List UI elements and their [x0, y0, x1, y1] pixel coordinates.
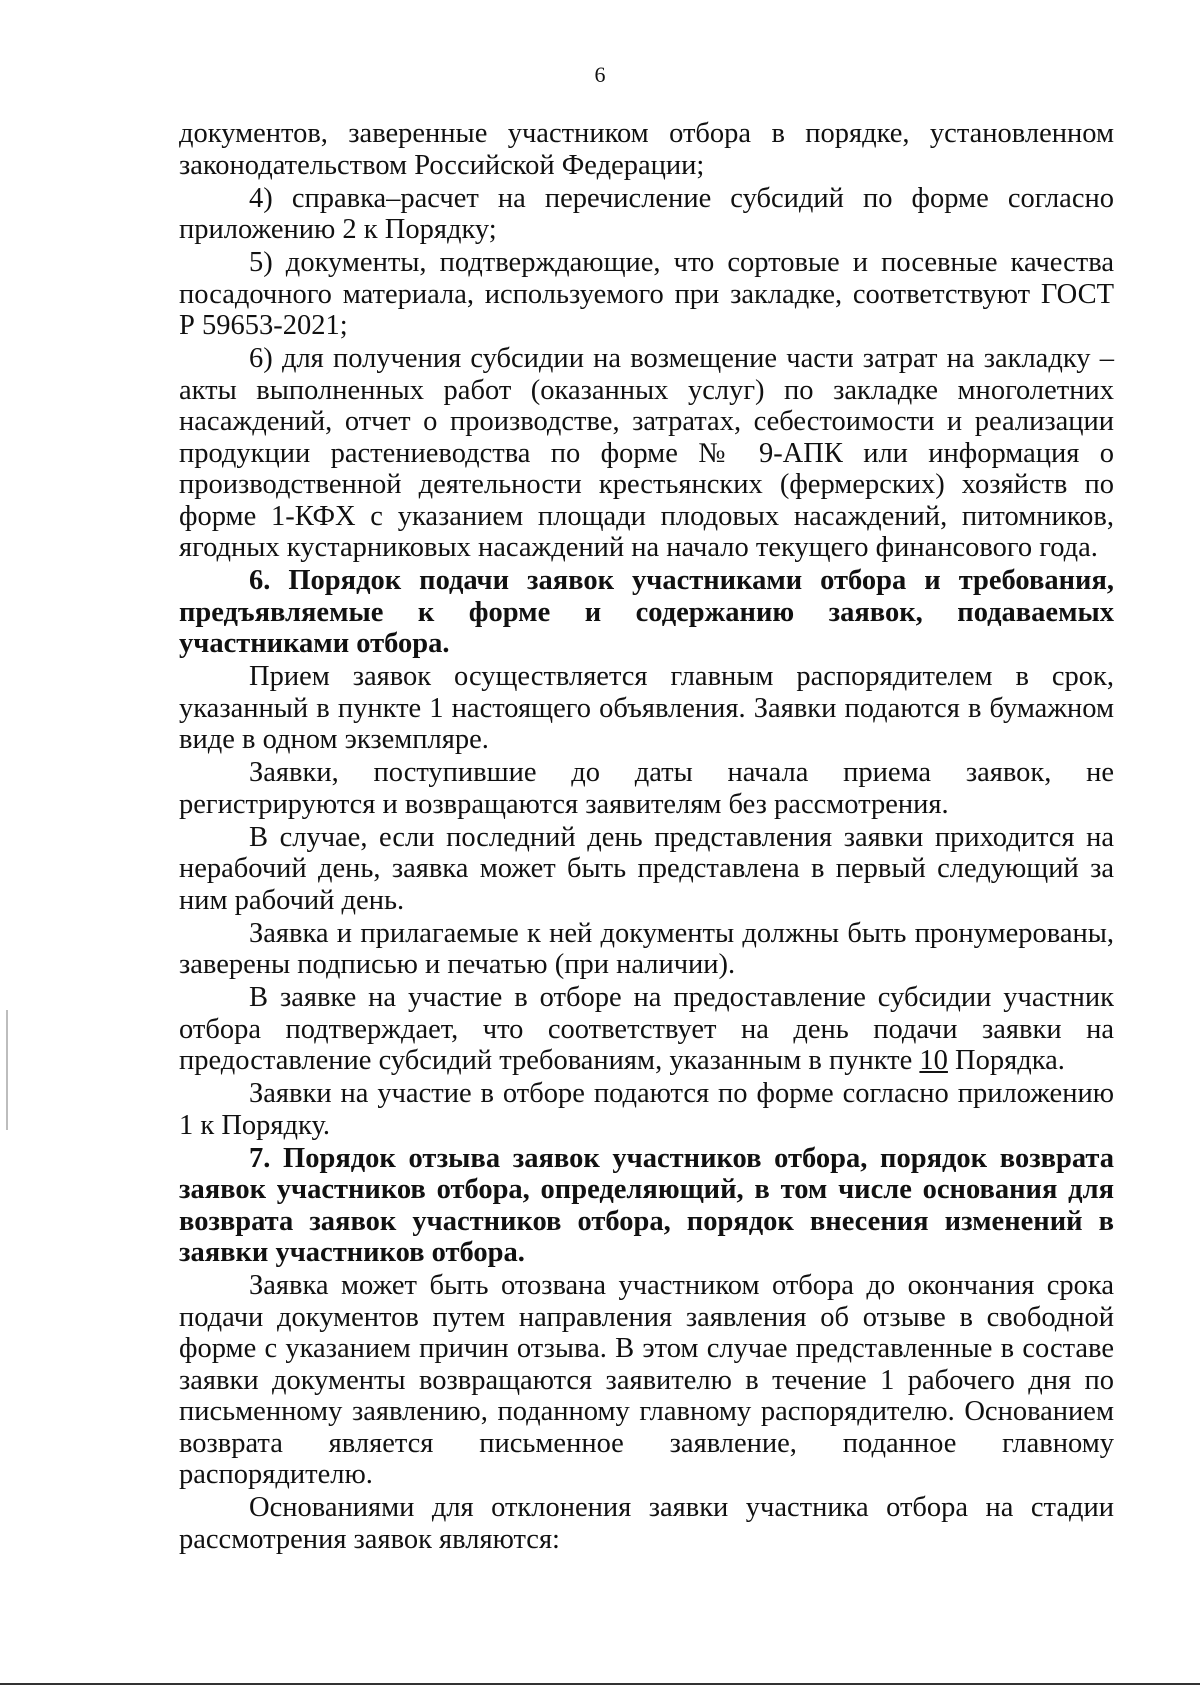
paragraph-application-acceptance: Прием заявок осуществляется главным распорядителем в срок, указанный в пункте 1 настоящего объявления. Заявки подаются в бумажном виде в одном экземпляре.	[179, 661, 1114, 755]
paragraph-application-form: Заявки на участие в отборе подаются по форме согласно приложению 1 к Порядку.	[179, 1078, 1114, 1141]
clause-reference: 10	[919, 1045, 948, 1076]
paragraph-item-5: 5) документы, подтверждающие, что сортовые и посевные качества посадочного материала, используемого при закладке, соответствуют ГОСТ Р 59653-2021;	[179, 247, 1114, 341]
paragraph-non-working-day: В случае, если последний день представления заявки приходится на нерабочий день, заявка может быть представлена в первый следующий за ним рабочий день.	[179, 821, 1114, 916]
confirmation-text-end: Порядка.	[947, 1045, 1065, 1076]
page-number: 6	[594, 62, 606, 87]
scan-bottom-edge	[0, 1683, 1200, 1685]
paragraph-rejection-grounds: Основаниями для отклонения заявки участника отбора на стадии рассмотрения заявок являются:	[179, 1492, 1114, 1555]
document-body	[179, 118, 1114, 1557]
paragraph-confirmation	[179, 982, 1114, 1077]
paragraph-item-4: 4) справка–расчет на перечисление субсидий по форме согласно приложению 2 к Порядку;	[179, 182, 1114, 245]
confirmation-text: В заявке на участие в отборе на предоставление субсидии участник отбора подтверждает, что соответствует на день подачи заявки на предоставление субсидий требованиям, указанным в пункте	[179, 982, 1114, 1076]
paragraph-early-applications: Заявки, поступившие до даты начала приема заявок, не регистрируются и возвращаются заявителям без рассмотрения.	[179, 757, 1114, 820]
section-heading-6: 6. Порядок подачи заявок участниками отбора и требования, предъявляемые к форме и содержанию заявок, подаваемых участниками отбора.	[179, 565, 1114, 659]
paragraph-item-6: 6) для получения субсидии на возмещение части затрат на закладку – акты выполненных работ (оказанных услуг) по закладке многолетних насаждений, отчет о производстве, затратах, себестоимости и реализации продукции растениеводства по форме № 9-АПК или информация о производственной деятельности крестьянских (фермерских) хозяйств по форме 1-КФХ с указанием площади плодовых насаждений, питомников, ягодных кустарниковых насаждений на начало текущего финансового года.	[179, 343, 1114, 563]
paragraph-documents-continuation: документов, заверенные участником отбора в порядке, установленном законодательством Российской Федерации;	[179, 118, 1114, 181]
paragraph-withdrawal: Заявка может быть отозвана участником отбора до окончания срока подачи документов путем направления заявления об отзыве в свободной форме с указанием причин отзыва. В этом случае представленные в составе заявки документы возвращаются заявителю в течение 1 рабочего дня по письменному заявлению, поданному главному распорядителю. Основанием возврата является письменное заявление, поданное главному распорядителю.	[179, 1270, 1114, 1490]
scan-edge-mark	[6, 1010, 8, 1130]
section-heading-7: 7. Порядок отзыва заявок участников отбора, порядок возврата заявок участников отбора, определяющий, в том числе основания для возврата заявок участников отбора, порядок внесения изменений в заявки участников отбора.	[179, 1142, 1114, 1268]
paragraph-numbering: Заявка и прилагаемые к ней документы должны быть пронумерованы, заверены подписью и печатью (при наличии).	[179, 917, 1114, 980]
